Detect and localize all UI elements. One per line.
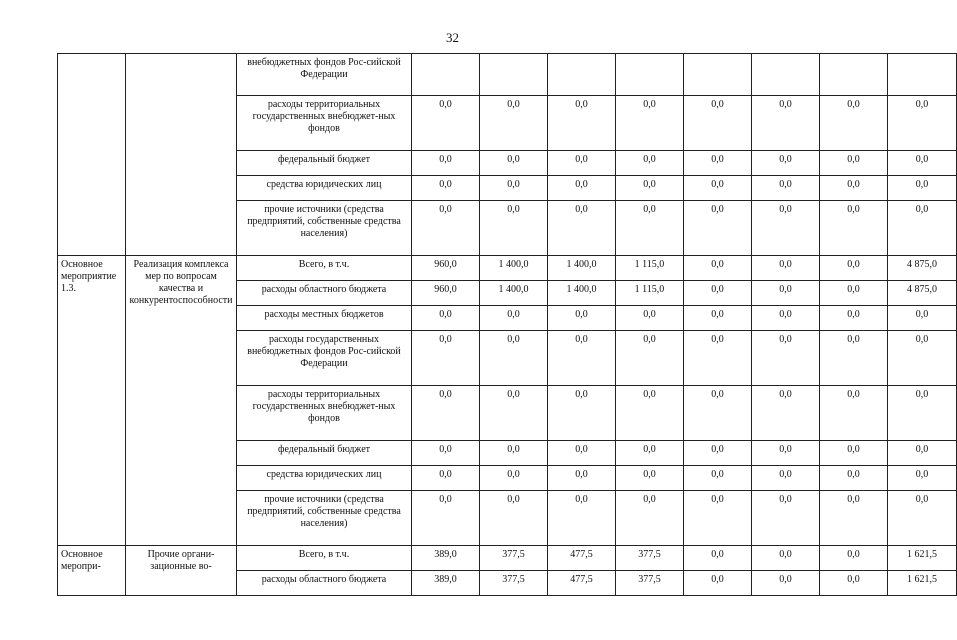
year-value-cell xyxy=(752,54,820,96)
year-value-cell: 0,0 xyxy=(820,466,888,491)
year-value-cell: 0,0 xyxy=(412,466,480,491)
year-value-cell xyxy=(412,54,480,96)
year-value-cell: 1 400,0 xyxy=(548,281,616,306)
year-value-cell: 0,0 xyxy=(412,201,480,256)
year-value-cell: 0,0 xyxy=(820,201,888,256)
year-value-cell: 389,0 xyxy=(412,546,480,571)
year-value-cell: 0,0 xyxy=(480,466,548,491)
funding-source-cell: внебюджетных фондов Рос-сийской Федерации xyxy=(237,54,412,96)
total-value-cell: 0,0 xyxy=(888,386,957,441)
year-value-cell: 0,0 xyxy=(752,96,820,151)
year-value-cell: 0,0 xyxy=(820,441,888,466)
budget-table xyxy=(57,53,957,596)
budget-table-body xyxy=(58,54,957,596)
funding-source-cell: расходы территориальных государственных внебюджет-ных фондов xyxy=(237,96,412,151)
year-value-cell xyxy=(820,54,888,96)
year-value-cell: 0,0 xyxy=(820,176,888,201)
year-value-cell: 0,0 xyxy=(752,151,820,176)
year-value-cell: 0,0 xyxy=(684,491,752,546)
year-value-cell xyxy=(616,54,684,96)
funding-source-cell: расходы областного бюджета xyxy=(237,571,412,596)
year-value-cell: 0,0 xyxy=(752,256,820,281)
year-value-cell: 389,0 xyxy=(412,571,480,596)
year-value-cell: 0,0 xyxy=(752,331,820,386)
event-cell: Основное меропри- xyxy=(58,546,126,596)
year-value-cell: 0,0 xyxy=(480,176,548,201)
year-value-cell: 0,0 xyxy=(820,96,888,151)
year-value-cell: 0,0 xyxy=(412,491,480,546)
year-value-cell: 0,0 xyxy=(412,441,480,466)
year-value-cell: 1 400,0 xyxy=(480,256,548,281)
funding-source-cell: средства юридических лиц xyxy=(237,466,412,491)
year-value-cell: 0,0 xyxy=(684,96,752,151)
funding-source-cell: средства юридических лиц xyxy=(237,176,412,201)
total-value-cell: 0,0 xyxy=(888,151,957,176)
funding-source-cell: расходы областного бюджета xyxy=(237,281,412,306)
year-value-cell: 0,0 xyxy=(616,466,684,491)
year-value-cell: 0,0 xyxy=(752,386,820,441)
year-value-cell: 0,0 xyxy=(616,176,684,201)
year-value-cell: 0,0 xyxy=(820,151,888,176)
year-value-cell: 0,0 xyxy=(684,201,752,256)
year-value-cell: 960,0 xyxy=(412,256,480,281)
total-value-cell: 1 621,5 xyxy=(888,546,957,571)
year-value-cell: 0,0 xyxy=(820,546,888,571)
year-value-cell xyxy=(548,54,616,96)
total-value-cell: 0,0 xyxy=(888,331,957,386)
year-value-cell: 0,0 xyxy=(684,441,752,466)
page-number: 32 xyxy=(446,30,459,45)
year-value-cell: 0,0 xyxy=(616,96,684,151)
year-value-cell: 0,0 xyxy=(752,176,820,201)
year-value-cell: 0,0 xyxy=(616,306,684,331)
year-value-cell: 0,0 xyxy=(684,386,752,441)
year-value-cell: 0,0 xyxy=(480,441,548,466)
table-row xyxy=(58,546,957,571)
total-value-cell xyxy=(888,54,957,96)
year-value-cell: 0,0 xyxy=(684,306,752,331)
year-value-cell: 377,5 xyxy=(480,546,548,571)
year-value-cell: 0,0 xyxy=(752,306,820,331)
year-value-cell: 0,0 xyxy=(752,546,820,571)
year-value-cell: 0,0 xyxy=(684,546,752,571)
total-value-cell: 0,0 xyxy=(888,306,957,331)
year-value-cell: 1 400,0 xyxy=(548,256,616,281)
year-value-cell: 0,0 xyxy=(820,256,888,281)
year-value-cell: 0,0 xyxy=(752,571,820,596)
year-value-cell: 0,0 xyxy=(752,466,820,491)
year-value-cell: 0,0 xyxy=(616,491,684,546)
year-value-cell: 0,0 xyxy=(480,491,548,546)
event-cell xyxy=(58,54,126,256)
funding-source-cell: расходы государственных внебюджетных фондов Рос-сийской Федерации xyxy=(237,331,412,386)
total-value-cell: 0,0 xyxy=(888,96,957,151)
year-value-cell: 0,0 xyxy=(548,306,616,331)
funding-source-cell: прочие источники (средства предприятий, собственные средства населения) xyxy=(237,491,412,546)
year-value-cell: 0,0 xyxy=(616,331,684,386)
year-value-cell: 0,0 xyxy=(684,331,752,386)
year-value-cell: 0,0 xyxy=(480,306,548,331)
funding-source-cell: расходы местных бюджетов xyxy=(237,306,412,331)
year-value-cell: 0,0 xyxy=(548,96,616,151)
year-value-cell: 0,0 xyxy=(412,96,480,151)
year-value-cell: 0,0 xyxy=(820,571,888,596)
year-value-cell: 0,0 xyxy=(684,176,752,201)
total-value-cell: 0,0 xyxy=(888,491,957,546)
event-name-cell xyxy=(126,54,237,256)
total-value-cell: 0,0 xyxy=(888,466,957,491)
year-value-cell: 0,0 xyxy=(548,201,616,256)
year-value-cell: 0,0 xyxy=(616,386,684,441)
year-value-cell: 1 400,0 xyxy=(480,281,548,306)
year-value-cell: 0,0 xyxy=(412,306,480,331)
year-value-cell: 377,5 xyxy=(616,546,684,571)
year-value-cell: 0,0 xyxy=(752,201,820,256)
year-value-cell: 377,5 xyxy=(616,571,684,596)
year-value-cell: 0,0 xyxy=(548,176,616,201)
year-value-cell: 0,0 xyxy=(820,386,888,441)
table-row xyxy=(58,54,957,96)
year-value-cell: 0,0 xyxy=(684,256,752,281)
total-value-cell: 0,0 xyxy=(888,176,957,201)
year-value-cell: 0,0 xyxy=(480,331,548,386)
total-value-cell: 4 875,0 xyxy=(888,256,957,281)
year-value-cell xyxy=(684,54,752,96)
event-name-cell: Прочие органи-зационные во- xyxy=(126,546,237,596)
year-value-cell: 0,0 xyxy=(480,386,548,441)
year-value-cell: 960,0 xyxy=(412,281,480,306)
year-value-cell: 0,0 xyxy=(616,441,684,466)
year-value-cell: 0,0 xyxy=(752,281,820,306)
year-value-cell: 0,0 xyxy=(480,96,548,151)
year-value-cell: 0,0 xyxy=(548,386,616,441)
year-value-cell: 0,0 xyxy=(548,466,616,491)
event-cell: Основное мероприятие 1.3. xyxy=(58,256,126,546)
year-value-cell: 1 115,0 xyxy=(616,256,684,281)
year-value-cell: 0,0 xyxy=(616,201,684,256)
total-value-cell: 4 875,0 xyxy=(888,281,957,306)
year-value-cell: 0,0 xyxy=(684,281,752,306)
year-value-cell: 0,0 xyxy=(548,151,616,176)
year-value-cell: 0,0 xyxy=(752,491,820,546)
year-value-cell: 0,0 xyxy=(616,151,684,176)
funding-source-cell: прочие источники (средства предприятий, собственные средства населения) xyxy=(237,201,412,256)
year-value-cell: 0,0 xyxy=(820,491,888,546)
year-value-cell: 0,0 xyxy=(548,491,616,546)
year-value-cell: 0,0 xyxy=(820,331,888,386)
year-value-cell: 0,0 xyxy=(684,151,752,176)
funding-source-cell: Всего, в т.ч. xyxy=(237,256,412,281)
total-value-cell: 0,0 xyxy=(888,201,957,256)
year-value-cell: 377,5 xyxy=(480,571,548,596)
year-value-cell: 1 115,0 xyxy=(616,281,684,306)
year-value-cell: 0,0 xyxy=(480,151,548,176)
year-value-cell: 0,0 xyxy=(684,571,752,596)
year-value-cell xyxy=(480,54,548,96)
total-value-cell: 1 621,5 xyxy=(888,571,957,596)
year-value-cell: 0,0 xyxy=(820,306,888,331)
year-value-cell: 0,0 xyxy=(412,151,480,176)
year-value-cell: 0,0 xyxy=(480,201,548,256)
year-value-cell: 477,5 xyxy=(548,571,616,596)
funding-source-cell: расходы территориальных государственных внебюджет-ных фондов xyxy=(237,386,412,441)
funding-source-cell: федеральный бюджет xyxy=(237,441,412,466)
year-value-cell: 0,0 xyxy=(820,281,888,306)
table-row xyxy=(58,256,957,281)
year-value-cell: 0,0 xyxy=(548,441,616,466)
year-value-cell: 0,0 xyxy=(412,331,480,386)
year-value-cell: 0,0 xyxy=(684,466,752,491)
year-value-cell: 0,0 xyxy=(412,386,480,441)
event-name-cell: Реализация комплекса мер по вопросам качества и конкурентоспособности xyxy=(126,256,237,546)
year-value-cell: 0,0 xyxy=(548,331,616,386)
year-value-cell: 0,0 xyxy=(752,441,820,466)
funding-source-cell: федеральный бюджет xyxy=(237,151,412,176)
year-value-cell: 477,5 xyxy=(548,546,616,571)
total-value-cell: 0,0 xyxy=(888,441,957,466)
year-value-cell: 0,0 xyxy=(412,176,480,201)
funding-source-cell: Всего, в т.ч. xyxy=(237,546,412,571)
